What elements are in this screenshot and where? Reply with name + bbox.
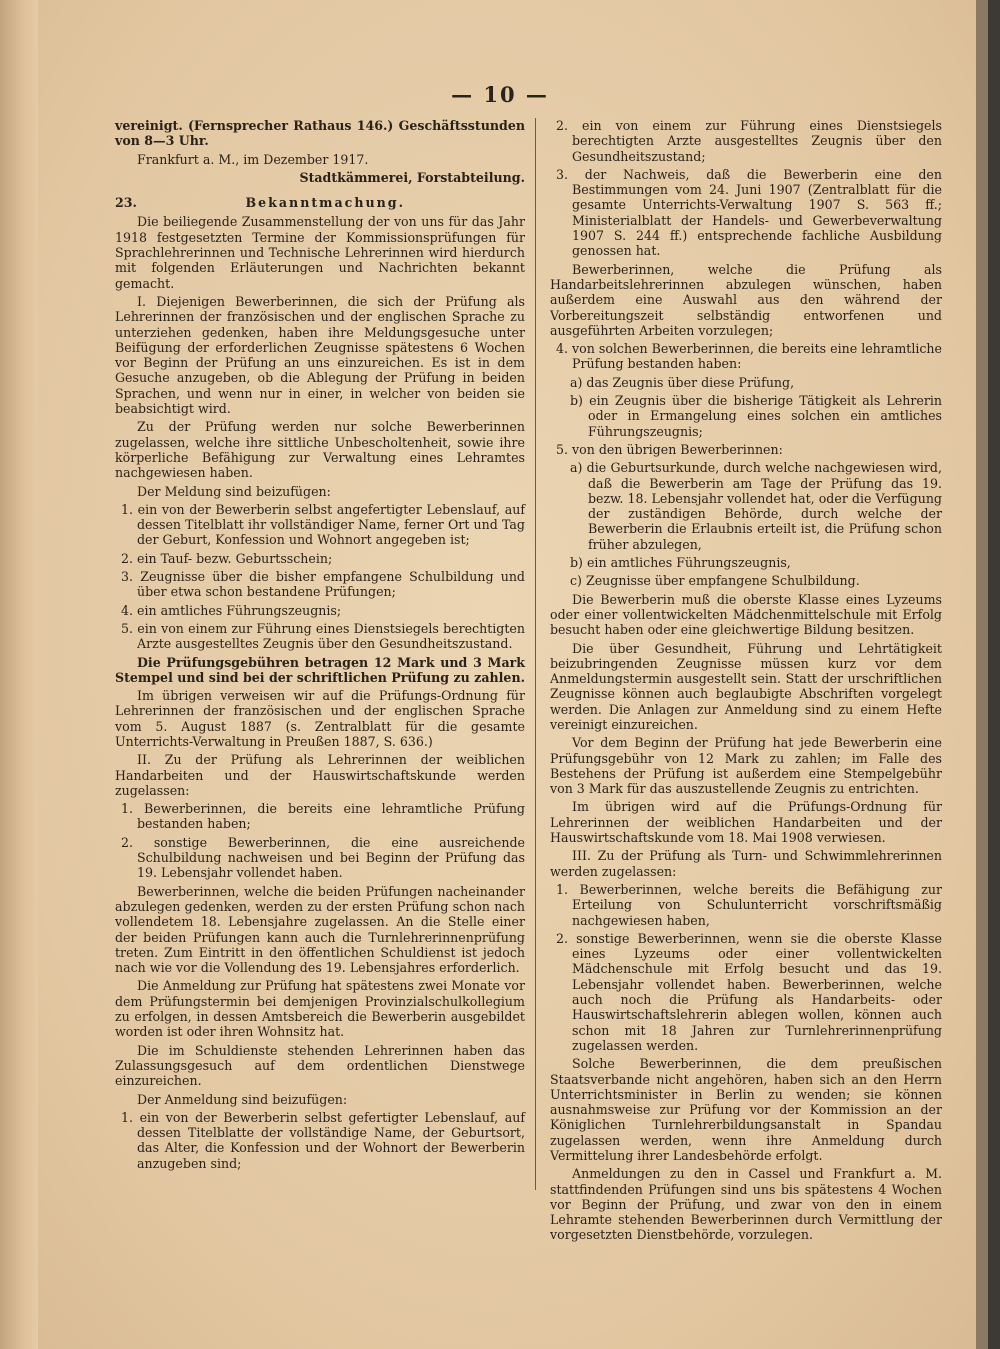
left-column (115, 118, 525, 1174)
notice-title: Bekanntmachung. (245, 195, 405, 211)
list-item: 5. von den übrigen Bewerberinnen: (556, 441, 783, 457)
sub-list-item: b) ein amtliches Führungszeugnis, (570, 555, 791, 571)
page-edge-left (0, 0, 38, 1349)
intro-paragraph: vereinigt. (Fernsprecher Rathaus 146.) Geschäftsstunden von 8—3 Uhr. (115, 118, 525, 149)
list-item: 3. Zeugnisse über die bisher empfangene Schulbildung und über etwa schon bestandene Prüfungen; (121, 569, 525, 600)
list-item: 1. Bewerberinnen, die bereits eine lehramtliche Prüfung bestanden haben; (121, 801, 525, 832)
notice-number: 23. (115, 195, 137, 211)
intro-place-date: Frankfurt a. M., im Dezember 1917. (137, 151, 369, 167)
book-binding (988, 0, 1000, 1349)
page-edge-right (976, 0, 988, 1349)
paragraph: Die beiliegende Zusammenstellung der von uns für das Jahr 1918 festgesetzten Termine der Kommissionsprüfungen für Sprachlehrerinnen und Technische Lehrerinnen wird hierdurch mit folgenden Erläuterungen und Nachrichten bekannt gemacht. (115, 214, 525, 291)
paragraph: Anmeldungen zu den in Cassel und Frankfurt a. M. stattfindenden Prüfungen sind uns bis spätestens 4 Wochen vor Beginn der Prüfung, und zwar von den in einem Lehramte stehenden Bewerberinnen durch Vermittlung der vorgesetzten Dienstbehörde, vorzulegen. (550, 1166, 942, 1243)
paragraph: I. Diejenigen Bewerberinnen, die sich der Prüfung als Lehrerinnen der französischen und der englischen Sprache zu unterziehen gedenken, haben ihre Meldungsgesuche unter Beifügung der erforderlichen Zeugnisse spätestens 6 Wochen vor Beginn der Prüfung an uns einzureichen. Es ist in dem Gesuche anzugeben, ob die Ablegung der Prüfung in beiden Sprachen, und wenn nur in einer, in welcher von beiden sie beabsichtigt wird. (115, 293, 525, 417)
paragraph: Der Anmeldung sind beizufügen: (137, 1091, 348, 1107)
sub-list-item: a) die Geburtsurkunde, durch welche nachgewiesen wird, daß die Bewerberin am Tage der Prüfung das 19. bezw. 18. Lebensjahr vollendet hat, oder die Verfügung der zuständigen Behörde, durch welche der Bewerberin die Erlaubnis erteilt ist, die Prüfung schon früher abzulegen, (570, 460, 942, 552)
paragraph: Bewerberinnen, welche die Prüfung als Handarbeitslehrerinnen abzulegen wünschen, haben außerdem eine Auswahl aus den während der Vorbereitungszeit selbständig entworfenen und ausgeführten Arbeiten vorzulegen; (550, 261, 942, 338)
column-divider (535, 118, 536, 1190)
sub-list-item: c) Zeugnisse über empfangene Schulbildung. (570, 573, 860, 589)
paragraph: II. Zu der Prüfung als Lehrerinnen der weiblichen Handarbeiten und der Hauswirtschaftskunde werden zugelassen: (115, 752, 525, 798)
list-item: 3. der Nachweis, daß die Bewerberin eine den Bestimmungen vom 24. Juni 1907 (Zentralblatt für die gesamte Unterrichts-Verwaltung 1907 S. 563 ff.; Ministerialblatt der Handels- und Gewerbeverwaltung 1907 S. 244 ff.) entsprechende fachliche Ausbildung genossen hat. (556, 166, 942, 259)
paragraph: Solche Bewerberinnen, die dem preußischen Staatsverbande nicht angehören, haben sich an den Herrn Unterrichtsminister in Berlin zu wenden; sie können ausnahmsweise zur Prüfung vor der Kommission an der Königlichen Turnlehrerbildungsanstalt in Spandau zugelassen werden, wenn ihre Anmeldung durch Vermittelung ihrer Landesbehörde erfolgt. (550, 1056, 942, 1163)
list-item: 4. von solchen Bewerberinnen, die bereits eine lehramtliche Prüfung bestanden haben: (556, 341, 942, 372)
list-item: 4. ein amtliches Führungszeugnis; (121, 602, 342, 618)
paragraph: Im übrigen verweisen wir auf die Prüfungs-Ordnung für Lehrerinnen der französischen und der englischen Sprache vom 5. August 1887 (s. Zentralblatt für die gesamte Unterrichts-Verwaltung in Preußen 1887, S. 636.) (115, 688, 525, 749)
paragraph: Im übrigen wird auf die Prüfungs-Ordnung für Lehrerinnen der weiblichen Handarbeiten und der Hauswirtschaftskunde vom 18. Mai 1908 verwiesen. (550, 799, 942, 846)
list-item: 2. sonstige Bewerberinnen, die eine ausreichende Schulbildung nachweisen und bei Beginn der Prüfung das 19. Lebensjahr vollendet haben. (121, 834, 525, 881)
paragraph: Die Bewerberin muß die oberste Klasse eines Lyzeums oder einer vollentwickelten Mädchenmittelschule mit Erfolg besucht haben oder eine gleichwertige Bildung besitzen. (550, 591, 942, 638)
paragraph: Die im Schuldienste stehenden Lehrerinnen haben das Zulassungsgesuch auf dem ordentlichen Dienstwege einzureichen. (115, 1042, 525, 1089)
sub-list-item: b) ein Zeugnis über die bisherige Tätigkeit als Lehrerin oder in Ermangelung eines solchen ein amtliches Führungszeugnis; (570, 393, 942, 439)
list-item: 1. ein von der Bewerberin selbst gefertigter Lebenslauf, auf dessen Titelblatte der vollständige Name, der Geburtsort, das Alter, die Konfession und der Wohnort der Bewerberin anzugeben sind; (121, 1109, 525, 1171)
paragraph: Zu der Prüfung werden nur solche Bewerberinnen zugelassen, welche ihre sittliche Unbescholtenheit, sowie ihre körperliche Befähigung zur Verwaltung eines Lehramtes nachgewiesen haben. (115, 419, 525, 481)
list-item: 1. Bewerberinnen, welche bereits die Befähigung zur Erteilung von Schulunterricht vorschriftsmäßig nachgewiesen haben, (556, 881, 942, 928)
list-item: 5. ein von einem zur Führung eines Dienstsiegels berechtigten Arzte ausgestelltes Zeugnis über den Gesundheitszustand. (121, 620, 525, 652)
list-item: 1. ein von der Bewerberin selbst angefertigter Lebenslauf, auf dessen Titelblatt ihr vollständiger Name, ferner Ort und Tag der Geburt, Konfession und Wohnort angegeben ist; (121, 501, 525, 548)
right-column (550, 118, 942, 1246)
paragraph: III. Zu der Prüfung als Turn- und Schwimmlehrerinnen werden zugelassen: (550, 848, 942, 879)
sub-list-item: a) das Zeugnis über diese Prüfung, (570, 374, 795, 390)
paragraph: Die über Gesundheit, Führung und Lehrtätigkeit beizubringenden Zeugnisse müssen kurz vor dem Anmeldungstermin ausgestellt sein. Statt der urschriftlichen Zeugnisse können auch beglaubigte Abschriften vorgelegt werden. Die Anlagen zur Anmeldung sind zu einem Hefte vereinigt einzureichen. (550, 640, 942, 732)
paragraph: Vor dem Beginn der Prüfung hat jede Bewerberin eine Prüfungsgebühr von 12 Mark zu zahlen; im Falle des Bestehens der Prüfung ist außerdem eine Stempelgebühr von 3 Mark für das auszustellende Zeugnis zu entrichten. (550, 735, 942, 797)
list-item: 2. sonstige Bewerberinnen, wenn sie die oberste Klasse eines Lyzeums oder einer vollentwickelten Mädchenschule mit Erfolg besucht und das 19. Lebensjahr vollendet haben. Bewerberinnen, welche auch noch die Prüfung als Handarbeits- oder Hauswirtschaftslehrerin ablegen wollen, können auch schon mit 18 Jahren zur Turnlehrerinnenprüfung zugelassen werden. (556, 930, 942, 1053)
paragraph: Die Anmeldung zur Prüfung hat spätestens zwei Monate vor dem Prüfungstermin bei demjenigen Provinzialschulkollegium zu erfolgen, in dessen Amtsbereich die Bewerberin ausgebildet worden ist oder ihren Wohnsitz hat. (115, 978, 525, 1040)
paragraph: Bewerberinnen, welche die beiden Prüfungen nacheinander abzulegen gedenken, werden zu der ersten Prüfung schon nach vollendetem 18. Lebensjahre zugelassen. An die Stelle einer der beiden Prüfungen kann auch die Turnlehrerinnenprüfung treten. Zum Eintritt in den öffentlichen Schuldienst ist jedoch nach wie vor die Vollendung des 19. Lebensjahres erforderlich. (115, 883, 525, 976)
paragraph: Die Prüfungsgebühren betragen 12 Mark und 3 Mark Stempel und sind bei der schriftlichen Prüfung zu zahlen. (115, 654, 525, 685)
list-item: 2. ein Tauf- bezw. Geburtsschein; (121, 550, 333, 566)
notice-heading (115, 195, 525, 210)
list-item: 2. ein von einem zur Führung eines Dienstsiegels berechtigten Arzte ausgestelltes Zeugnis über den Gesundheitszustand; (556, 118, 942, 164)
intro-signature: Stadtkämmerei, Forstabteilung. (299, 169, 525, 185)
paragraph: Der Meldung sind beizufügen: (137, 483, 331, 499)
page-number: — 10 — (451, 82, 549, 107)
